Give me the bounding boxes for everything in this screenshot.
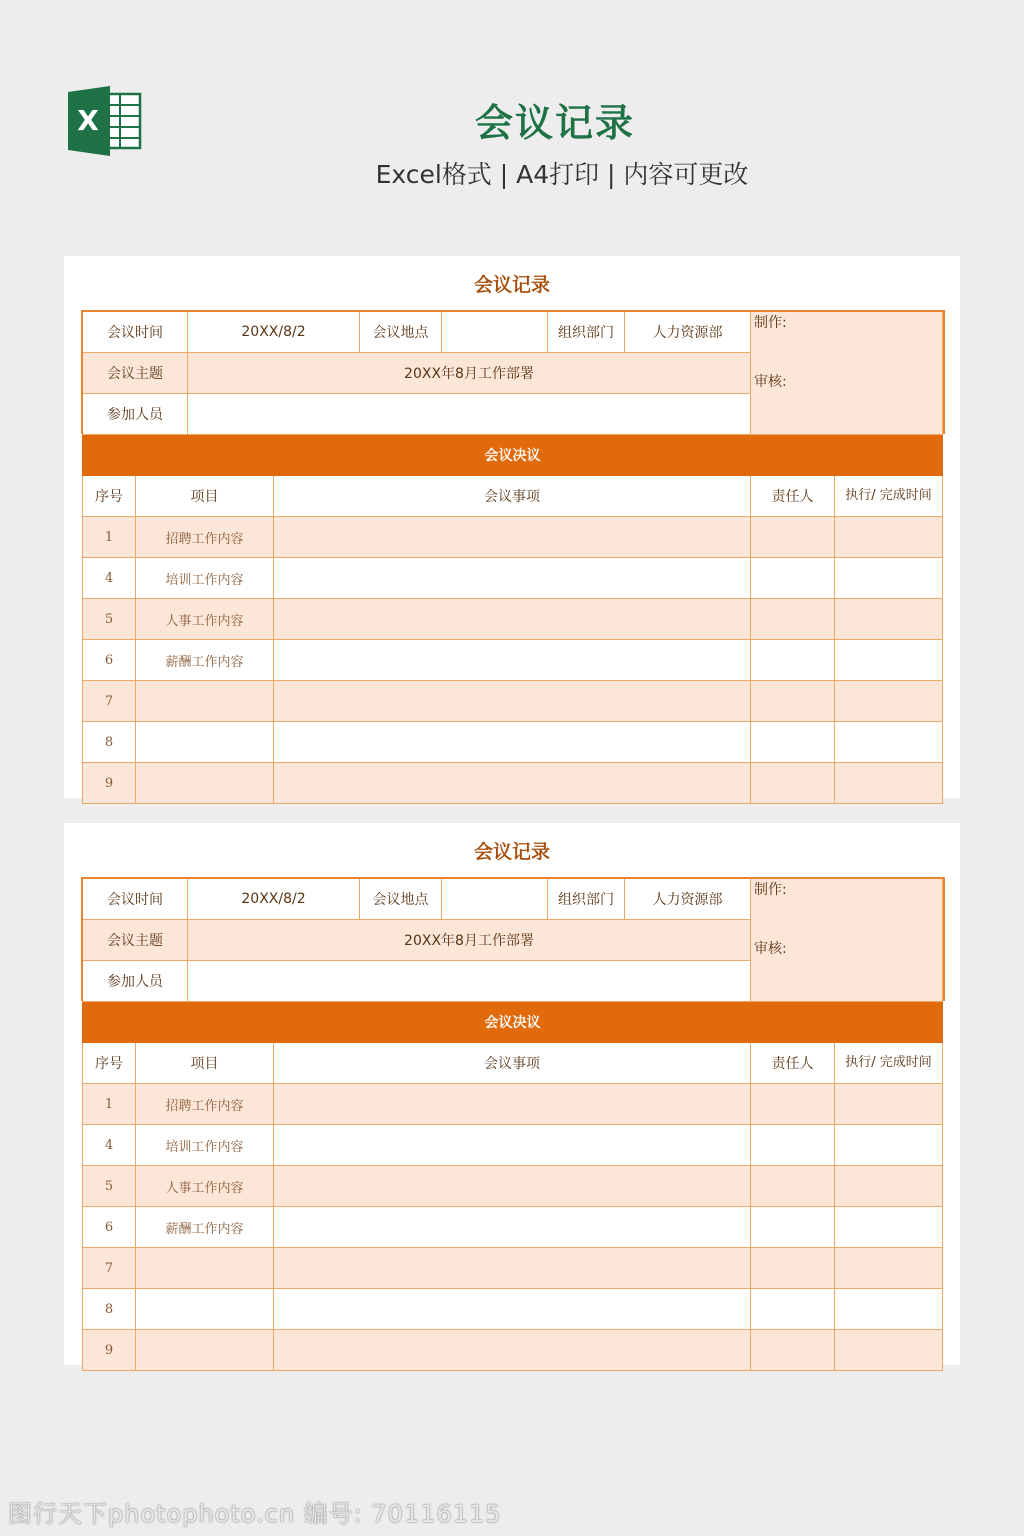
maker-label: 制作:: [754, 315, 787, 331]
row-no: 7: [83, 1248, 136, 1289]
row-no: 7: [83, 681, 136, 722]
row-time[interactable]: [835, 681, 943, 722]
col-header-owner: 责任人: [751, 1043, 835, 1084]
row-time[interactable]: [835, 640, 943, 681]
row-time[interactable]: [835, 558, 943, 599]
row-item[interactable]: 培训工作内容: [136, 558, 274, 599]
sheet-preview-1: [64, 256, 960, 798]
row-item[interactable]: [136, 1289, 274, 1330]
row-matter[interactable]: [274, 1330, 751, 1371]
meeting-time-label: 会议时间: [83, 312, 188, 353]
row-matter[interactable]: [274, 599, 751, 640]
row-no: 5: [83, 599, 136, 640]
row-time[interactable]: [835, 1207, 943, 1248]
meeting-topic-value[interactable]: 20XX年8月工作部署: [188, 353, 751, 394]
row-owner[interactable]: [751, 599, 835, 640]
page-subtitle: Excel格式 | A4打印 | 内容可更改: [375, 160, 749, 189]
row-owner[interactable]: [751, 1166, 835, 1207]
meeting-table-viewport: [81, 310, 943, 791]
meeting-topic-label: 会议主题: [83, 353, 188, 394]
table-row: [83, 517, 943, 558]
organizer-dept-label: 组织部门: [548, 312, 625, 353]
approval-box: [751, 879, 943, 1002]
table-row: [83, 1125, 943, 1166]
info-row-time: [83, 879, 943, 920]
row-item[interactable]: 人事工作内容: [136, 1166, 274, 1207]
excel-icon: [68, 86, 142, 156]
col-header-finish-time: 完成时间: [879, 1055, 932, 1070]
row-item[interactable]: [136, 763, 274, 804]
row-time[interactable]: [835, 1084, 943, 1125]
row-item[interactable]: [136, 722, 274, 763]
table-row: [83, 1084, 943, 1125]
row-item[interactable]: [136, 1330, 274, 1371]
row-owner[interactable]: [751, 681, 835, 722]
row-time[interactable]: [835, 763, 943, 804]
col-header-exec-time: [835, 1043, 943, 1084]
col-header-matter: 会议事项: [274, 476, 751, 517]
row-no: 6: [83, 1207, 136, 1248]
row-owner[interactable]: [751, 1289, 835, 1330]
col-header-finish-time: 完成时间: [879, 488, 932, 503]
row-time[interactable]: [835, 1248, 943, 1289]
row-item[interactable]: [136, 1248, 274, 1289]
table-row: [83, 763, 943, 804]
row-time[interactable]: [835, 722, 943, 763]
meeting-time-value[interactable]: 20XX/8/2: [188, 312, 360, 353]
row-matter[interactable]: [274, 517, 751, 558]
row-owner[interactable]: [751, 1248, 835, 1289]
excel-logo-letter: X: [77, 104, 99, 137]
organizer-dept-label: 组织部门: [548, 879, 625, 920]
meeting-topic-value[interactable]: 20XX年8月工作部署: [188, 920, 751, 961]
attendees-label: 参加人员: [83, 961, 188, 1002]
meeting-table-viewport: [81, 877, 943, 1358]
col-header-item: 项目: [136, 476, 274, 517]
row-time[interactable]: [835, 517, 943, 558]
row-matter[interactable]: [274, 558, 751, 599]
row-owner[interactable]: [751, 640, 835, 681]
col-header-exec-time: [835, 476, 943, 517]
attendees-label: 参加人员: [83, 394, 188, 435]
col-header-owner: 责任人: [751, 476, 835, 517]
table-row: [83, 599, 943, 640]
col-header-matter: 会议事项: [274, 1043, 751, 1084]
meeting-place-value[interactable]: [442, 879, 548, 920]
resolution-section-band: [83, 435, 943, 476]
table-row: [83, 681, 943, 722]
organizer-dept-value[interactable]: 人力资源部: [625, 879, 751, 920]
table-row: [83, 1207, 943, 1248]
row-owner[interactable]: [751, 1084, 835, 1125]
meeting-time-label: 会议时间: [83, 879, 188, 920]
sheet-title: 会议记录: [473, 841, 550, 863]
page-header: [0, 0, 1024, 240]
table-row: [83, 640, 943, 681]
resolution-column-headers: [83, 476, 943, 517]
meeting-topic-label: 会议主题: [83, 920, 188, 961]
reviewer-label: 审核:: [754, 941, 787, 957]
row-owner[interactable]: [751, 517, 835, 558]
row-owner[interactable]: [751, 1207, 835, 1248]
table-row: [83, 1248, 943, 1289]
row-matter[interactable]: [274, 640, 751, 681]
approval-box: [751, 312, 943, 435]
meeting-place-label: 会议地点: [360, 312, 442, 353]
attendees-value[interactable]: [188, 961, 751, 1002]
row-no: 5: [83, 1166, 136, 1207]
col-header-no: 序号: [83, 476, 136, 517]
row-item[interactable]: 招聘工作内容: [136, 1084, 274, 1125]
meeting-place-value[interactable]: [442, 312, 548, 353]
row-item[interactable]: 薪酬工作内容: [136, 1207, 274, 1248]
organizer-dept-value[interactable]: 人力资源部: [625, 312, 751, 353]
row-item[interactable]: 培训工作内容: [136, 1125, 274, 1166]
row-matter[interactable]: [274, 1084, 751, 1125]
row-time[interactable]: [835, 1166, 943, 1207]
row-matter[interactable]: [274, 763, 751, 804]
row-no: 4: [83, 1125, 136, 1166]
resolution-section-title: 会议决议: [83, 1002, 943, 1043]
meeting-time-value[interactable]: 20XX/8/2: [188, 879, 360, 920]
sheet-title: 会议记录: [473, 274, 550, 296]
row-no: 6: [83, 640, 136, 681]
meeting-record-table: [82, 878, 943, 1371]
col-header-exec: 执行/: [845, 488, 876, 503]
watermark: 图行天下photophoto.cn 编号: 70116115: [8, 1500, 502, 1528]
row-no: 1: [83, 517, 136, 558]
attendees-value[interactable]: [188, 394, 751, 435]
col-header-exec: 执行/: [845, 1055, 876, 1070]
row-no: 4: [83, 558, 136, 599]
row-no: 8: [83, 722, 136, 763]
row-matter[interactable]: [274, 1166, 751, 1207]
resolution-section-title: 会议决议: [83, 435, 943, 476]
row-item[interactable]: 人事工作内容: [136, 599, 274, 640]
row-item[interactable]: 薪酬工作内容: [136, 640, 274, 681]
meeting-place-label: 会议地点: [360, 879, 442, 920]
table-row: [83, 1289, 943, 1330]
row-matter[interactable]: [274, 1289, 751, 1330]
row-time[interactable]: [835, 599, 943, 640]
row-owner[interactable]: [751, 763, 835, 804]
table-row: [83, 1330, 943, 1371]
resolution-column-headers: [83, 1043, 943, 1084]
row-matter[interactable]: [274, 1248, 751, 1289]
row-owner[interactable]: [751, 722, 835, 763]
resolution-section-band: [83, 1002, 943, 1043]
row-time[interactable]: [835, 1330, 943, 1371]
row-no: 8: [83, 1289, 136, 1330]
table-row: [83, 1166, 943, 1207]
row-matter[interactable]: [274, 681, 751, 722]
row-matter[interactable]: [274, 1207, 751, 1248]
row-no: 9: [83, 763, 136, 804]
sheet-preview-2: [64, 823, 960, 1365]
meeting-record-table: [82, 311, 943, 804]
row-no: 9: [83, 1330, 136, 1371]
maker-label: 制作:: [754, 882, 787, 898]
page-title: 会议记录: [474, 101, 635, 145]
row-item[interactable]: 招聘工作内容: [136, 517, 274, 558]
row-item[interactable]: [136, 681, 274, 722]
table-row: [83, 722, 943, 763]
row-owner[interactable]: [751, 1125, 835, 1166]
reviewer-label: 审核:: [754, 374, 787, 390]
row-matter[interactable]: [274, 1125, 751, 1166]
col-header-no: 序号: [83, 1043, 136, 1084]
row-time[interactable]: [835, 1289, 943, 1330]
col-header-item: 项目: [136, 1043, 274, 1084]
table-row: [83, 558, 943, 599]
row-time[interactable]: [835, 1125, 943, 1166]
info-row-time: [83, 312, 943, 353]
row-owner[interactable]: [751, 558, 835, 599]
row-owner[interactable]: [751, 1330, 835, 1371]
row-no: 1: [83, 1084, 136, 1125]
row-matter[interactable]: [274, 722, 751, 763]
